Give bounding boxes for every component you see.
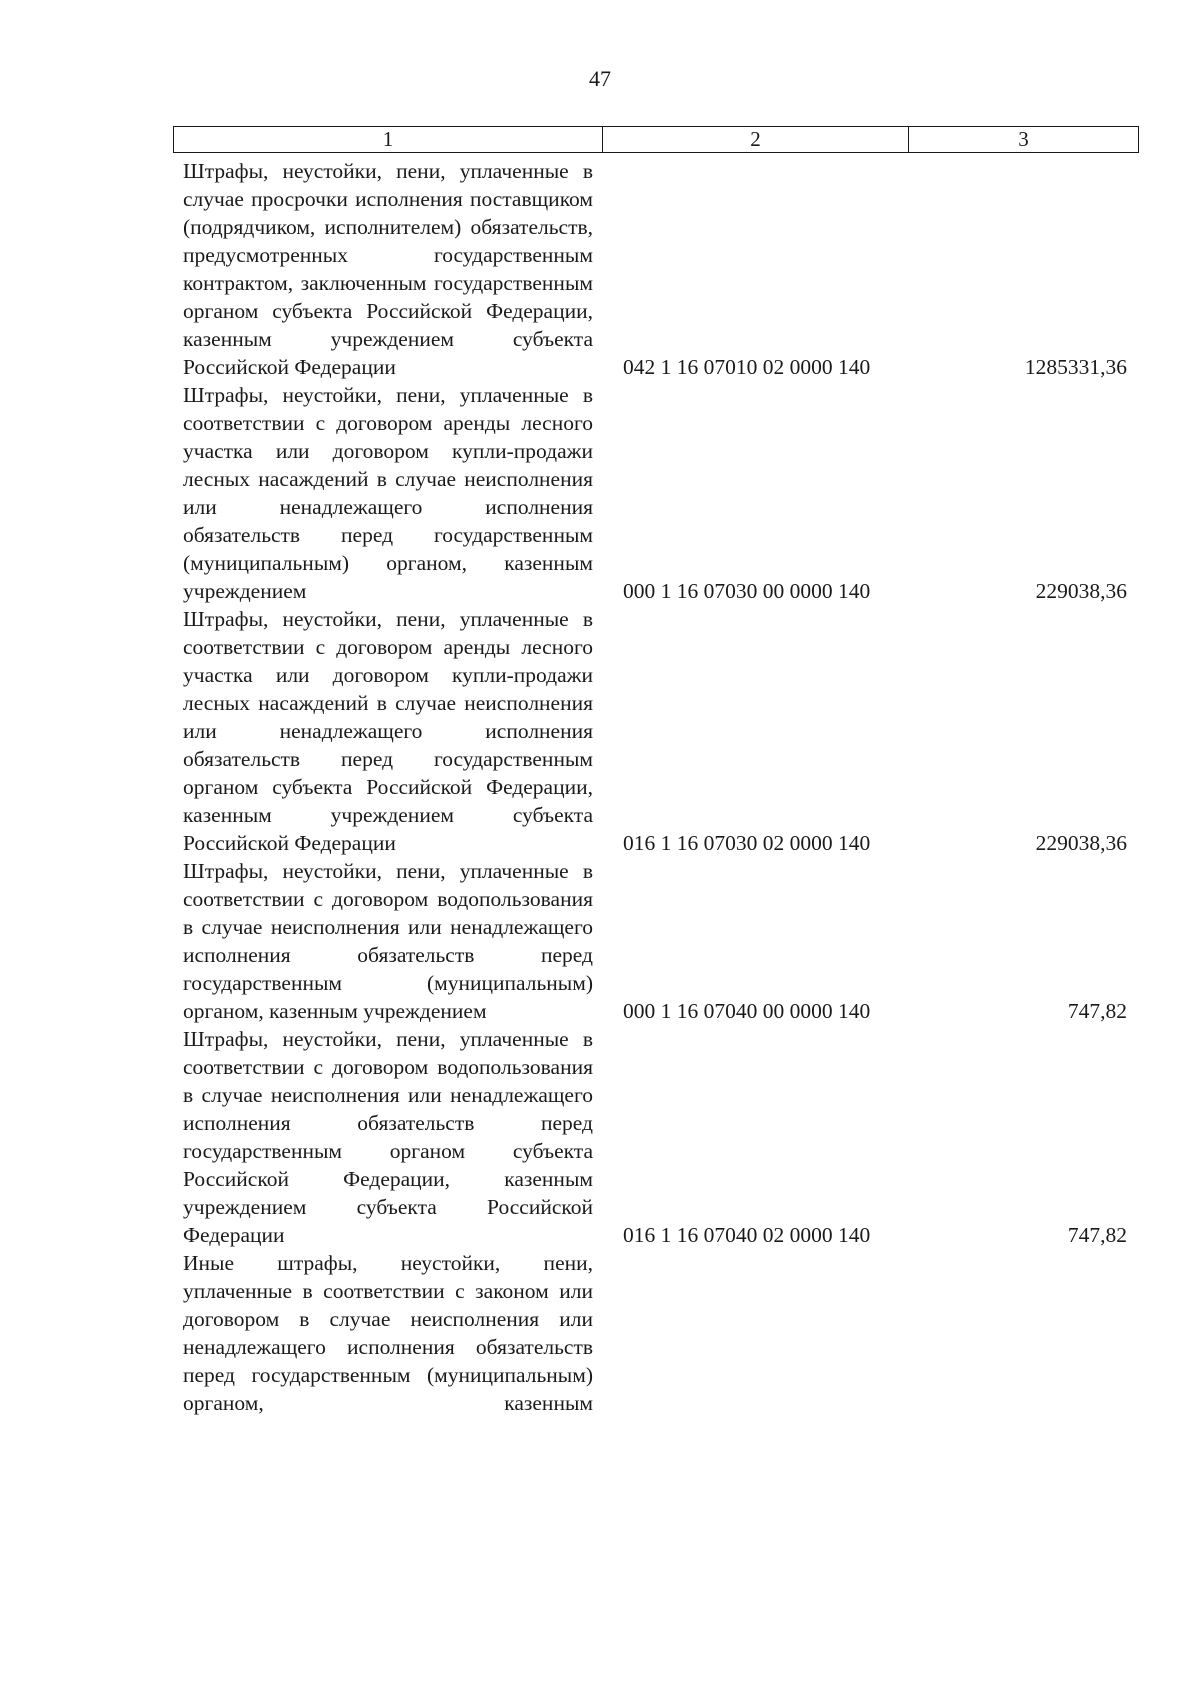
table-body (183, 157, 1133, 1417)
row-description: Штрафы, неустойки, пени, уплаченные в соответствии с договором аренды лесного участка или договором купли-продажи лесных насаждений в случае неисполнения или ненадлежащего исполнения обязательств перед государственным органом субъекта Российской Федерации, казенным учреждением субъекта Российской Федерации (183, 607, 593, 855)
row-description: Штрафы, неустойки, пени, уплаченные в соответствии с договором водопользования в случае неисполнения или ненадлежащего исполнения обязательств перед государственным (муниципальным) органом, казенным учреждением (183, 859, 593, 1023)
row-code: 000 1 16 07030 00 0000 140 (623, 579, 871, 603)
row-amount: 747,82 (1067, 1223, 1127, 1247)
table-header-col-1: 1 (174, 127, 603, 152)
row-amount: 229038,36 (1035, 579, 1127, 603)
row-description: Иные штрафы, неустойки, пени, уплаченные в соответствии с законом или договором в случае неисполнения или ненадлежащего исполнения обязательств перед государственным (муниципальным) органом, казенным (183, 1251, 593, 1415)
table-header-col-2: 2 (603, 127, 909, 152)
row-amount: 1285331,36 (1024, 355, 1127, 379)
row-amount: 747,82 (1067, 999, 1127, 1023)
page-number: 47 (589, 66, 611, 91)
row-description: Штрафы, неустойки, пени, уплаченные в соответствии с договором аренды лесного участка или договором купли-продажи лесных насаждений в случае неисполнения или ненадлежащего исполнения обязательств перед государственным (муниципальным) органом, казенным учреждением (183, 383, 593, 603)
table-header (173, 126, 1139, 153)
table-row (183, 857, 1133, 1025)
table-row (183, 1249, 1133, 1417)
row-code: 016 1 16 07040 02 0000 140 (623, 1223, 871, 1247)
row-code: 042 1 16 07010 02 0000 140 (623, 355, 871, 379)
row-description: Штрафы, неустойки, пени, уплаченные в случае просрочки исполнения поставщиком (подрядчиком, исполнителем) обязательств, предусмотренных государственным контрактом, заключенным государственным органом субъекта Российской Федерации, казенным учреждением субъекта Российской Федерации (183, 159, 593, 379)
row-amount: 229038,36 (1035, 831, 1127, 855)
row-code: 000 1 16 07040 00 0000 140 (623, 999, 871, 1023)
table-row (183, 1025, 1133, 1249)
table-row (183, 157, 1133, 381)
table-row (183, 605, 1133, 857)
row-code: 016 1 16 07030 02 0000 140 (623, 831, 871, 855)
row-description: Штрафы, неустойки, пени, уплаченные в соответствии с договором водопользования в случае неисполнения или ненадлежащего исполнения обязательств перед государственным органом субъекта Российской Федерации, казенным учреждением субъекта Российской Федерации (183, 1027, 593, 1247)
table-header-col-3: 3 (1018, 127, 1029, 151)
table-row (183, 381, 1133, 605)
